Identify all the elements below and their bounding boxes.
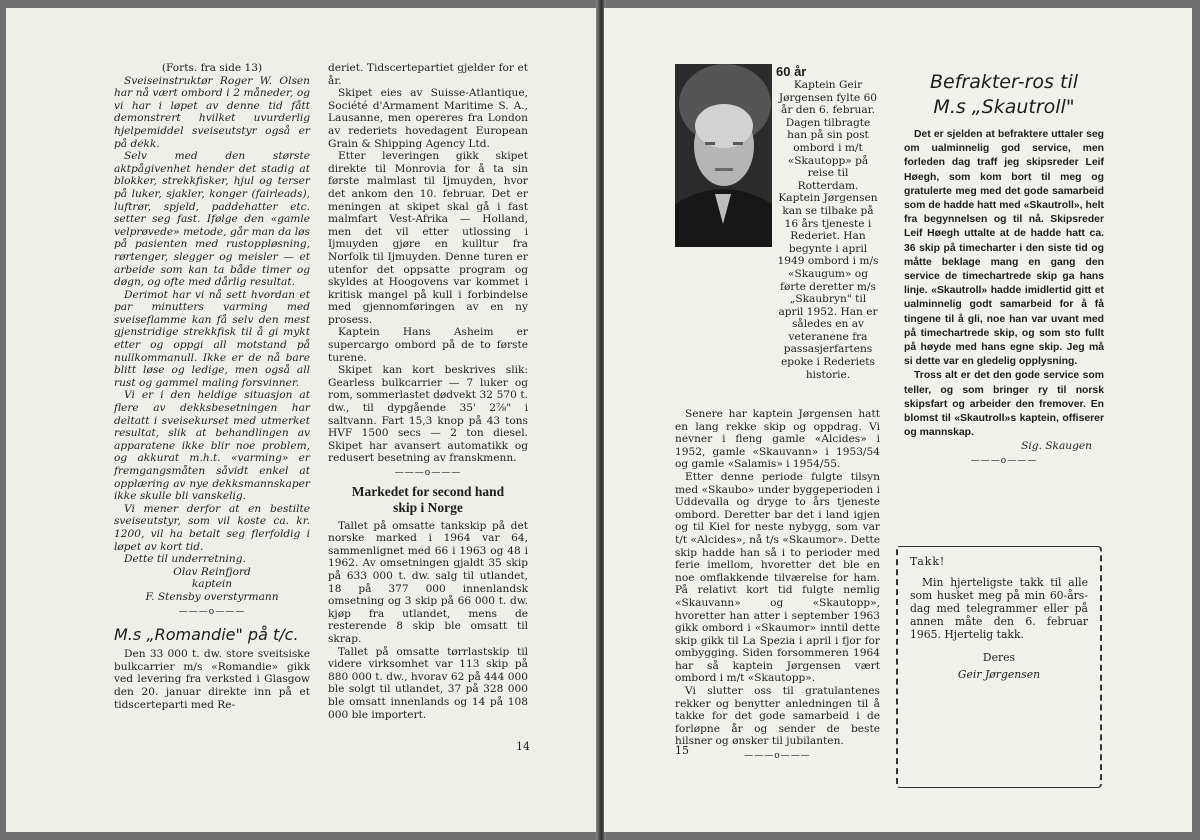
welding-paragraph-3: Derimot har vi nå sett hvordan et par minutters varming med sveiseflamme kan få selv den mest gjenstridige strekkfisk til å gi mykt etter og oppgi all motstand på nullkommanull. Ikke er de nå bare blitt løse og ledige, men også all rust og gammel maling forsvinner.	[114, 288, 310, 389]
romandie-continued-5: Skipet kan kort beskrives slik: Gearless bulkcarrier — 7 luker og rom, sommerlastet dødvekt 32 570 t. dw., til dypgående 35' 2⅞" i saltvann. Fart 15,3 knop på 43 tons HVF 1500 secs — 2 ton diesel. Skipet har avansert automatikk og redusert besetning av franskmenn.	[328, 364, 528, 465]
market-headline: Markedet for second hand skip i Norge	[351, 483, 505, 515]
welding-paragraph-4: Vi er i den heldige situasjon at flere av dekksbesetningen har deltatt i sveisekurset med utmerket resultat, slik at behandlingen av apparatene ikke blir noe problem, og akkurat m.h.t. «varming» er fremgangsmåten såvidt enkel at opplæring av nye dekksmannskaper ikke skulle bli vanskelig.	[114, 389, 310, 503]
left-column-1	[114, 62, 310, 711]
romandie-continued-3: Etter leveringen gikk skipet direkte til Monrovia for å ta sin første malmlast til Ijmuyden, hvor det ankom den 10. februar. Det er meningen at skipet skal gå i fast malmfart Vest-Afrika — Holland, men det vil etter utlossing i Ijmuyden gjøre en kulltur fra Norfolk til Ijmuyden. Denne turen er utenfor det oppsatte program og skyldes at Hoogovens var kommet i kritisk mangel på kull i forbindelse med gjennomføringen av en ny prosess.	[328, 150, 528, 326]
skautroll-headline-2: M.s „Skautroll"	[933, 96, 1075, 118]
skautroll-paragraph-2: Tross alt er det den gode service som teller, og som bringer ry til norsk skipsfart og arbeider den fremover. En blomst til «Skautroll»s kaptein, offiserer og mannskap.	[904, 370, 1104, 439]
birthday-intro: Kaptein Geir Jørgensen fylte 60 år den 6. februar. Dagen tilbragte han på sin post ombord i m/t «Skautopp» på reise til Rotterdam.	[778, 79, 878, 192]
continuation-note: (Forts. fra side 13)	[161, 62, 263, 74]
birthday-heading: 60 år	[776, 64, 807, 79]
skautroll-signature: Sig. Skaugen	[1021, 440, 1092, 453]
signature-title-1: kaptein	[191, 578, 233, 591]
welding-paragraph-2: Selv med den største aktpågivenhet hender det stadig at blokker, strekkfisker, hjul og terser på luker, sjakler, konger (fairleads), luftrør, spjeld, paddehatter etc. setter seg fast. Ifølge den «gamle velprøvede» metode, går man da løs på pasienten med rustoppløsning, rørtenger, slegger og meisler — et arbeide som kan ta både timer og døgn, og ofte med dårlig resultat.	[114, 150, 310, 289]
romandie-continued-1: deriet. Tidscertepartiet gjelder for et år.	[328, 62, 528, 87]
market-paragraph-1: Tallet på omsatte tankskip på det norske marked i 1964 var 64, sammenlignet med 66 i 1963 og 48 i 1962. Av omsetningen gjaldt 35 skip på 633 000 t. dw. salg til utlandet, 18 på 377 000 innenlandsk omsetning og 3 skip på 66 000 t. dw. kjøp fra utlandet, mens de resterende 8 skip ble omsatt til skrap.	[328, 519, 528, 645]
welding-paragraph-5: Vi mener derfor at en bestilte sveiseutstyr, som vil koste ca. kr. 1200, vil ha betalt seg flerfoldig i løpet av kort tid.	[114, 502, 310, 553]
birthday-paragraph-5: Vi slutter oss til gratulantenes rekker og benytter anledningen til å takke for det gode samarbeid i de forløpne år og sender de beste hilsner og ønsker til jubilanten.	[675, 685, 880, 748]
market-paragraph-2: Tallet på omsatte tørrlastskip til videre virksomhet var 113 skip på 880 000 t. dw., hvorav 62 på 444 000 ble solgt til utlandet, 37 på 328 000 ble omsatt innenlands og 14 på 108 000 ble importert.	[328, 645, 528, 721]
right-column-1	[776, 64, 880, 381]
right-column-2	[904, 70, 1104, 470]
thank-you-signature: Geir Jørgensen	[957, 668, 1041, 681]
right-page	[604, 8, 1192, 832]
birthday-paragraph-2: Kaptein Jørgensen kan se tilbake på 16 års tjeneste i Rederiet. Han begynte i april 1949 ombord i m/s «Skaugum» og førte deretter m/s „Skaubryn" til april 1952. Han er således en av veteranene fra passasjerfartens epoke i Rederiets historie.	[777, 192, 879, 381]
page-number: 15	[675, 744, 689, 757]
separator: ———o———	[178, 606, 246, 617]
left-column-2	[328, 62, 528, 721]
thank-you-title: Takk!	[910, 555, 946, 568]
skautroll-paragraph-1: Det er sjelden at befraktere uttaler seg om ualminnelig god service, men forleden dag traff jeg skipsreder Leif Høegh, som kom bort til meg og gratulerte meg med det gode samarbeid som de hadde hatt med «Skautroll», helt fra begynnelsen og til nå. Skipsreder Leif Høegh uttalte at de hadde hatt ca. 36 skip på timecharter i den siste tid og måtte beklage mang en gang den service de timechartrede skip ga hans linje. «Skautroll» hadde imidlertid gitt et ualminnelig godt samarbeid for å få tingene til å gli, noe han var uvant med på timechartrede skip, og som sto fullt på høyde med hans egne skip. Jeg må si dette var en gledelig opplysning.	[904, 129, 1104, 368]
thank-you-closing: Deres	[982, 651, 1016, 664]
welding-paragraph-1: Sveiseinstruktør Roger W. Olsen har nå vært ombord i 2 måneder, og vi har i løpet av denne tid fått demonstrert hvilket uvurderlig hjelpemiddel sveiseutstyr også er på dekk.	[114, 74, 310, 150]
skautroll-text	[904, 128, 1104, 440]
page-number: 14	[516, 740, 530, 753]
romandie-continued-4: Kaptein Hans Asheim er supercargo ombord på de to første turene.	[328, 326, 528, 364]
romandie-continued-2: Skipet eies av Suisse-Atlantique, Société d'Armament Maritime S. A., Lausanne, men opereres fra London av rederiets hovedagent European Grain & Shipping Agency Ltd.	[328, 87, 528, 150]
birthday-paragraph-4: Etter denne periode fulgte tilsyn med «Skaubo» under byggeperioden i Uddevalla og dryge to års tjeneste ombord. Deretter bar det i land igjen og til Kiel for neste nybygg, som var t/t «Alcides», nå t/s «Skaumor». Dette skip hadde han så i to perioder med ferie imellom, hvoretter det ble en noe omflakkende tilværelse for ham. På relativt kort tid fulgte nemlig «Skauvann» og «Skautopp», hvoretter han atter i september 1963 gikk ombord i «Skaumor» inntil dette skip gikk til La Spezia i april i fjor for ombygging. Siden forsommeren 1964 har så kaptein Jørgensen vært ombord i m/t «Skautopp».	[675, 470, 881, 685]
romandie-paragraph: Den 33 000 t. dw. store sveitsiske bulkcarrier m/s «Romandie» gikk ved levering fra verksted i Glasgow den 20. januar direkte inn på et tidscerteparti med Re-	[114, 648, 310, 711]
separator: ———o———	[744, 751, 811, 762]
signature-name-1: Olav Reinfjord	[173, 565, 251, 578]
skautroll-headline-1: Befrakter-ros til	[929, 71, 1079, 93]
romandie-headline: M.s „Romandie" på t/c.	[114, 625, 299, 645]
left-page	[6, 8, 598, 832]
separator: ———o———	[970, 456, 1038, 467]
right-column-1-lower	[675, 408, 880, 765]
separator: ———o———	[394, 468, 462, 478]
thank-you-box	[896, 546, 1102, 788]
thank-you-body: Min hjerteligste takk til alle som husket meg på min 60-års-dag med telegrammer eller på annen måte den 6. februar 1965. Hjertelig takk.	[910, 576, 1088, 641]
birthday-paragraph-3: Senere har kaptein Jørgensen hatt en lang rekke skip og oppdrag. Vi nevner i fleng gamle «Alcides» i 1952, gamle «Skauvann» i 1953/54 og gamle «Salamis» i 1954/55.	[675, 408, 880, 471]
captain-portrait-photo	[675, 64, 772, 247]
signature-2: F. Stensby overstyrmann	[145, 590, 279, 603]
closing-line: Dette til underretning.	[124, 553, 246, 566]
